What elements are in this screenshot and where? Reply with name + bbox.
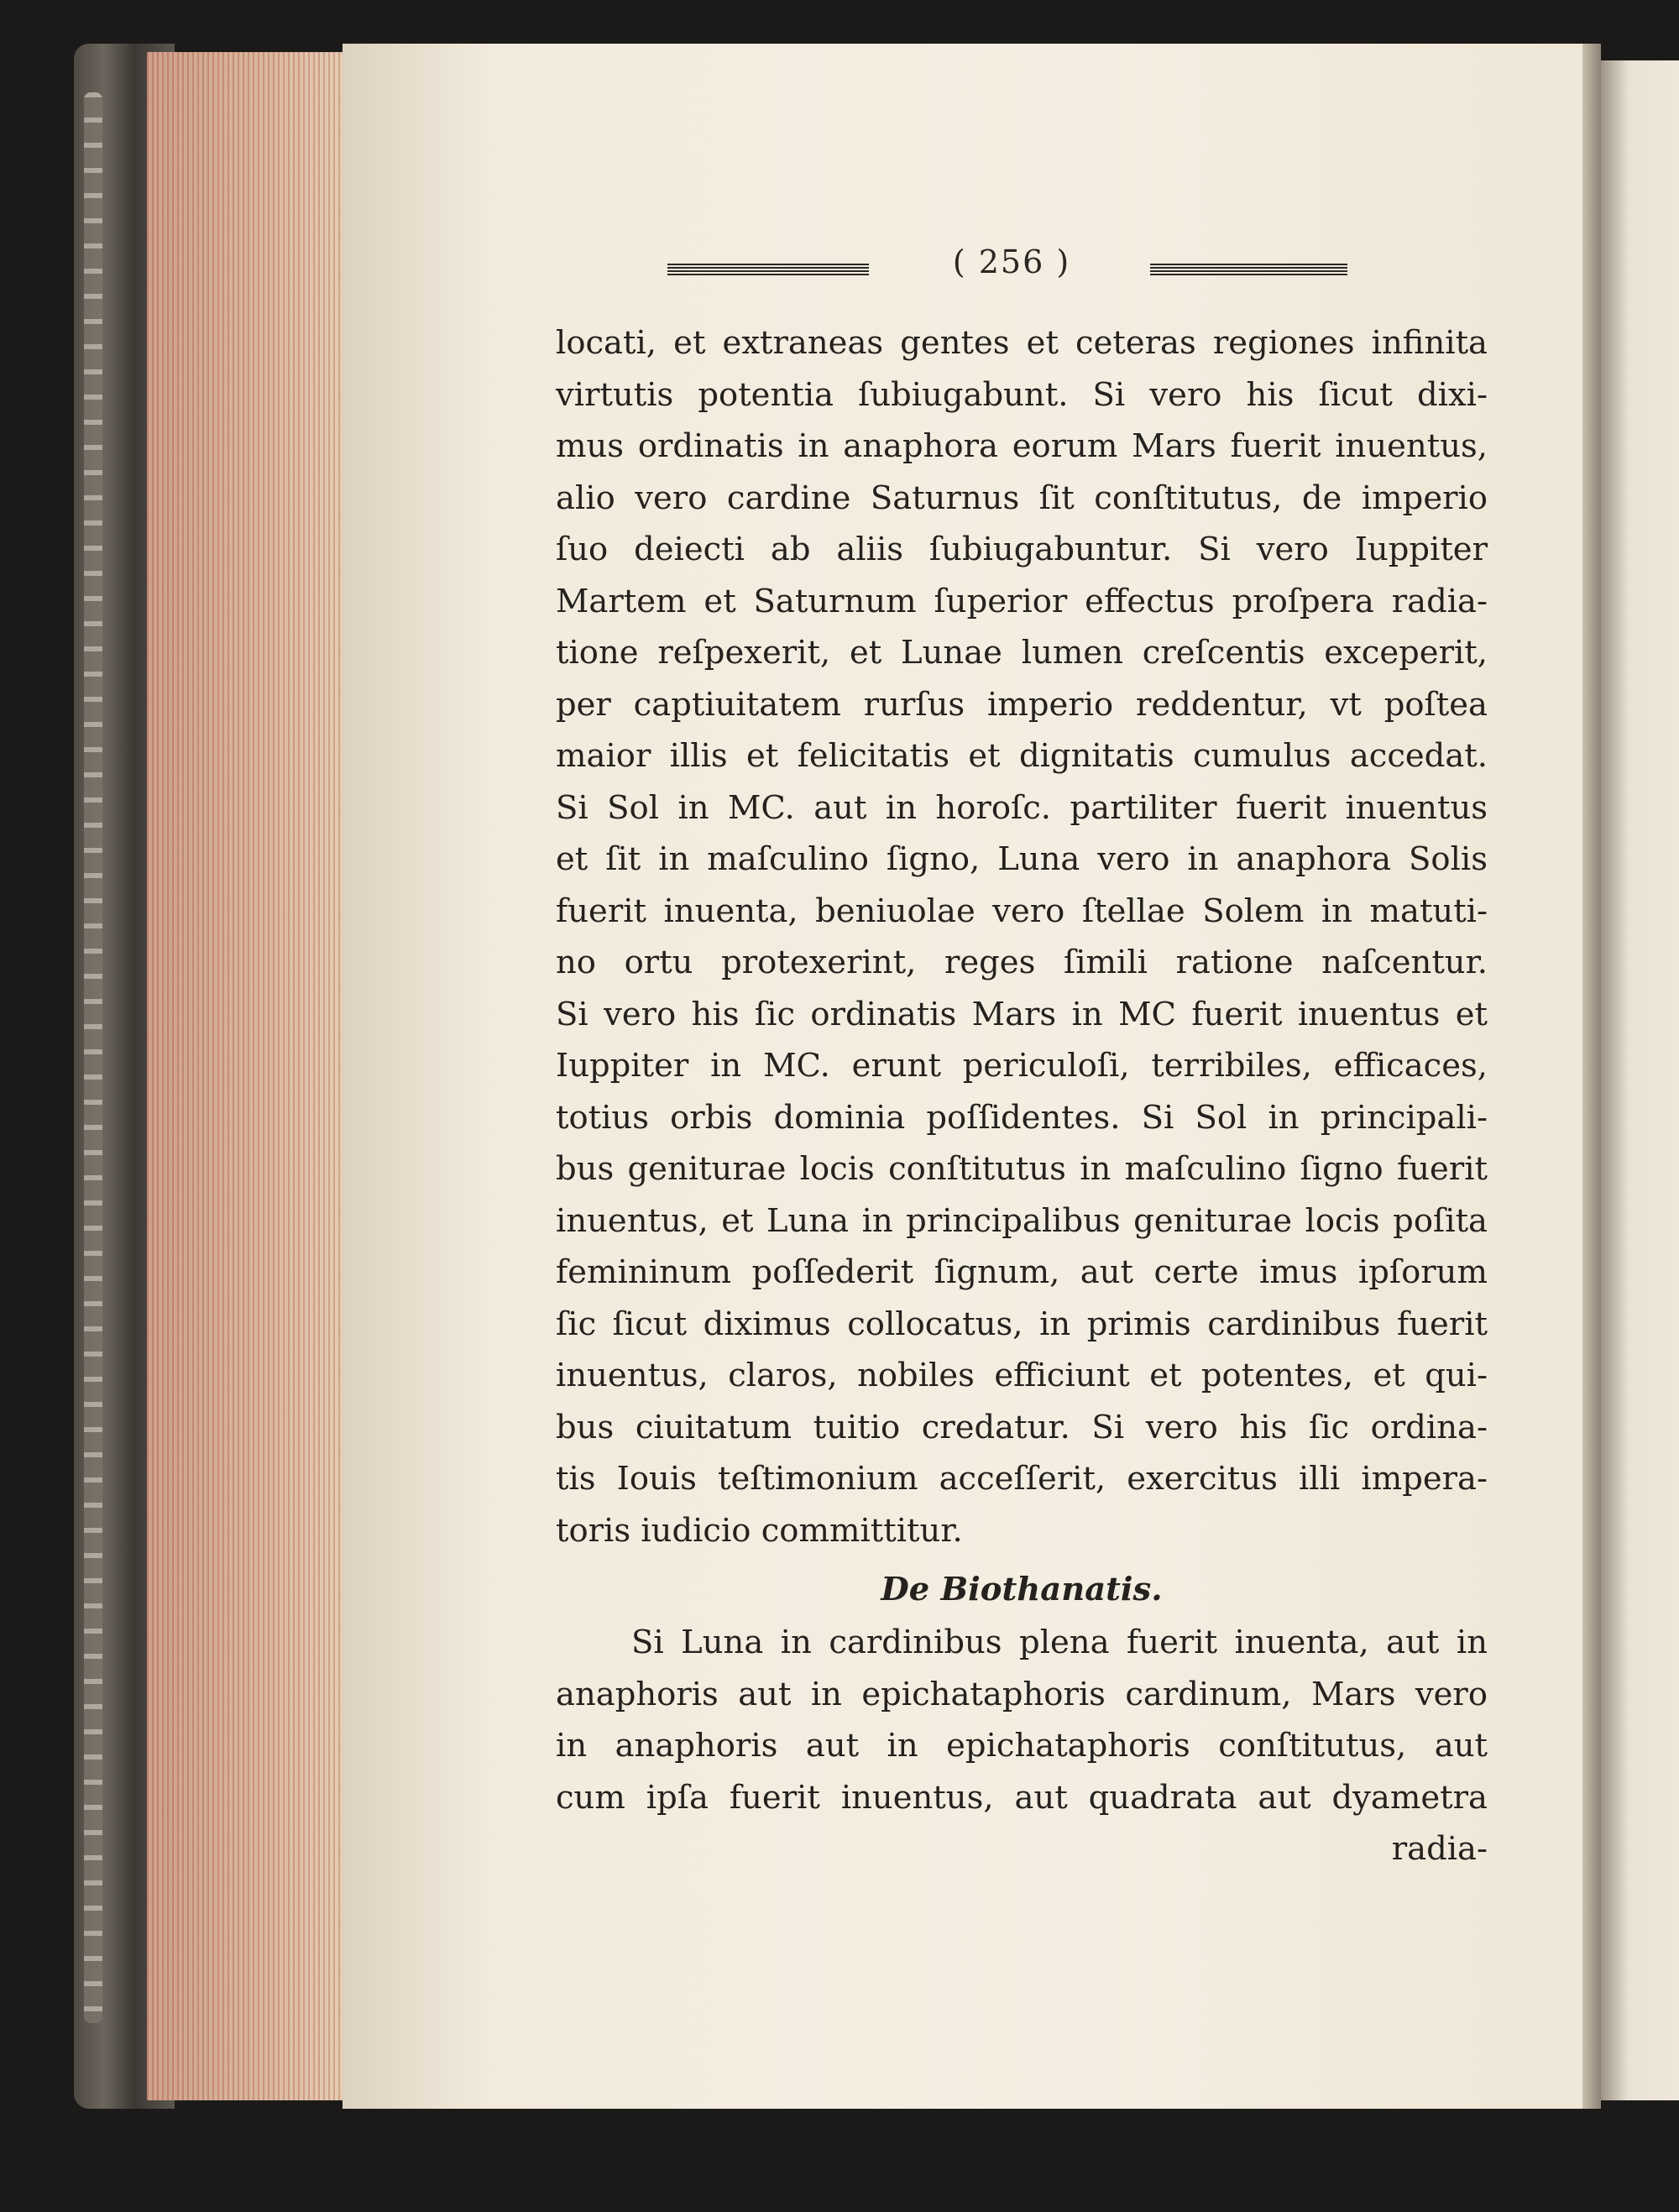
page-gutter — [1582, 44, 1601, 2109]
text-line: maior illis et felicitatis et dignitatis cumulus accedat. — [556, 737, 1488, 775]
text-line: no ortu protexerint, reges ſimili ratione naſcentur. — [556, 944, 1488, 981]
text-line: tione reſpexerit, et Lunae lumen creſcentis exceperit, — [556, 634, 1488, 672]
header-rule-left — [667, 264, 869, 275]
text-line: cum ipſa fuerit inuentus, aut quadrata aut dyametra — [556, 1778, 1488, 1817]
page-body — [556, 317, 1488, 1875]
text-line: ſuo deiecti ab aliis ſubiugabuntur. Si vero Iuppiter — [556, 531, 1488, 568]
text-line: fuerit inuenta, beniuolae vero ſtellae Solem in matuti- — [556, 892, 1488, 930]
text-line: tis Iouis teſtimonium acceſſerit, exercitus illi impera- — [556, 1460, 1488, 1498]
catchword: radia- — [1391, 1830, 1488, 1868]
text-line: Si Sol in MC. aut in horoſc. partiliter fuerit inuentus — [556, 788, 1488, 827]
text-line: Si vero his ſic ordinatis Mars in MC fuerit inuentus et — [556, 995, 1488, 1033]
text-line: toris iudicio committitur. — [556, 1511, 963, 1550]
text-line: bus geniturae locis conſtitutus in maſculino ſigno fuerit — [556, 1150, 1488, 1188]
text-line: inuentus, claros, nobiles efficiunt et potentes, et qui- — [556, 1357, 1488, 1394]
header-rule-right — [1150, 264, 1347, 275]
text-line: totius orbis dominia poſſidentes. Si Sol in principali- — [556, 1098, 1488, 1137]
text-line: mus ordinatis in anaphora eorum Mars fuerit inuentus, — [556, 427, 1488, 465]
text-line: per captiuitatem rurſus imperio reddentur, vt poſtea — [556, 685, 1488, 724]
text-line: virtutis potentia ſubiugabunt. Si vero his ſicut dixi- — [556, 375, 1488, 414]
page-block-edges — [147, 52, 348, 2100]
text-line: bus ciuitatum tuitio credatur. Si vero his ſic ordina- — [556, 1408, 1488, 1446]
text-line: alio vero cardine Saturnus ſit conſtitutus, de imperio — [556, 478, 1488, 517]
section-heading: De Biothanatis. — [881, 1571, 1163, 1608]
page-number: ( 256 ) — [952, 243, 1071, 280]
running-header — [655, 243, 1360, 294]
text-line: Martem et Saturnum ſuperior effectus proſpera radia- — [556, 582, 1488, 620]
text-line: inuentus, et Luna in principalibus geniturae locis poſita — [556, 1201, 1488, 1240]
text-line: in anaphoris aut in epichataphoris conſtitutus, aut — [556, 1727, 1488, 1765]
text-line: anaphoris aut in epichataphoris cardinum, Mars vero — [556, 1675, 1488, 1713]
worn-spine-edge — [84, 92, 102, 2023]
facing-page-edge — [1601, 60, 1679, 2100]
text-line: locati, et extraneas gentes et ceteras regiones infinita — [556, 324, 1488, 362]
text-line: femininum poſſederit ſignum, aut certe imus ipſorum — [556, 1253, 1488, 1291]
text-line: Iuppiter in MC. erunt periculoſi, terribiles, efficaces, — [556, 1047, 1488, 1085]
text-line: et ſit in maſculino ſigno, Luna vero in anaphora Solis — [556, 840, 1488, 878]
text-line: ſic ſicut diximus collocatus, in primis cardinibus fuerit — [556, 1305, 1488, 1343]
text-line: Si Luna in cardinibus plena fuerit inuenta, aut in — [631, 1624, 1488, 1661]
